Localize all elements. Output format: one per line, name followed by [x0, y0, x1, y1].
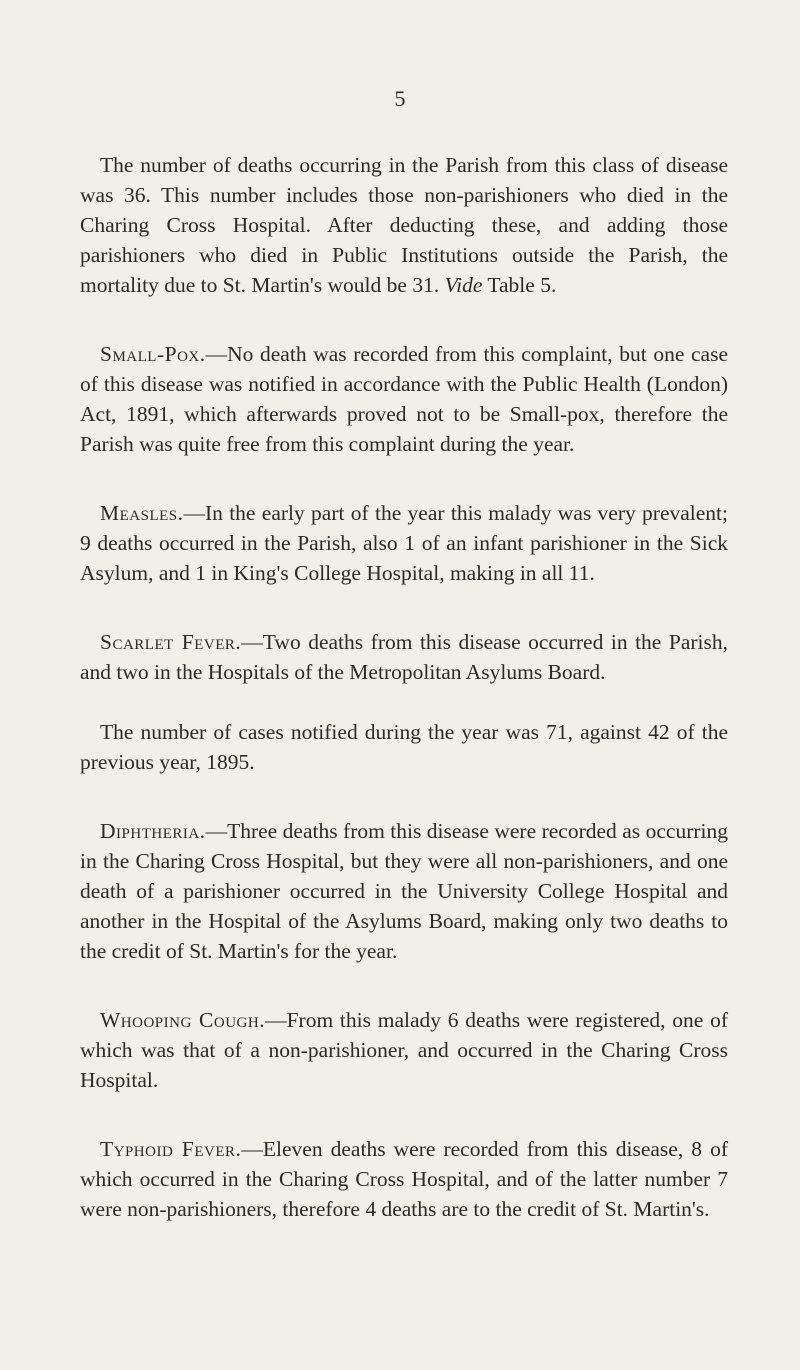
section-text-scarlet-fever: —Two deaths from this disease occurred in the Parish, and two in the Hospitals of the Metropolitan Asylums Board.	[80, 630, 728, 684]
page-number: 5	[394, 86, 406, 111]
section-text-diphtheria: —Three deaths from this disease were recorded as occurring in the Charing Cross Hospital, but they were all non-parishioners, and one death of a parishioner occurred in the University College Hospital and another in the Hospital of the Asylums Board, making only two deaths to the credit of St. Martin's for the year.	[80, 819, 728, 963]
vide-reference: Vide	[444, 273, 483, 297]
paragraph-scarlet-fever-cases	[80, 717, 728, 777]
section-text-small-pox: —No death was recorded from this complaint, but one case of this disease was notified in accordance with the Public Health (London) Act, 1891, which afterwards proved not to be Small-pox, therefore the Parish was quite free from this complaint during the year.	[80, 342, 728, 456]
section-heading-typhoid-fever: Typhoid Fever.	[100, 1137, 242, 1161]
paragraph-intro	[80, 150, 728, 300]
section-text-measles: —In the early part of the year this malady was very prevalent; 9 deaths occurred in the Parish, also 1 of an infant parishioner in the Sick Asylum, and 1 in King's College Hospital, making in all 11.	[80, 501, 728, 585]
intro-text-2: Table 5.	[482, 273, 557, 297]
paragraph-measles	[80, 498, 728, 588]
section-text-scarlet-fever-cases: The number of cases notified during the year was 71, against 42 of the previous year, 1895.	[80, 720, 728, 774]
intro-text-1: The number of deaths occurring in the Parish from this class of disease was 36. This number includes those non-parishioners who died in the Charing Cross Hospital. After deducting these, and adding those parishioners who died in Public Institutions outside the Parish, the mortality due to St. Martin's would be 31.	[80, 153, 728, 297]
section-heading-small-pox: Small-Pox.	[100, 342, 206, 366]
section-heading-scarlet-fever: Scarlet Fever.	[100, 630, 242, 654]
section-heading-measles: Measles.	[100, 501, 184, 525]
paragraph-typhoid-fever	[80, 1134, 728, 1224]
section-text-typhoid-fever: —Eleven deaths were recorded from this disease, 8 of which occurred in the Charing Cross Hospital, and of the latter number 7 were non-parishioners, therefore 4 deaths are to the credit of St. Martin's.	[80, 1137, 728, 1221]
document-body	[80, 150, 728, 1263]
paragraph-diphtheria	[80, 816, 728, 966]
paragraph-scarlet-fever	[80, 627, 728, 687]
section-text-whooping-cough: —From this malady 6 deaths were registered, one of which was that of a non-parishioner, and occurred in the Charing Cross Hospital.	[80, 1008, 728, 1092]
section-heading-diphtheria: Diphtheria.	[100, 819, 206, 843]
paragraph-small-pox	[80, 339, 728, 459]
section-heading-whooping-cough: Whooping Cough.	[100, 1008, 266, 1032]
paragraph-whooping-cough	[80, 1005, 728, 1095]
